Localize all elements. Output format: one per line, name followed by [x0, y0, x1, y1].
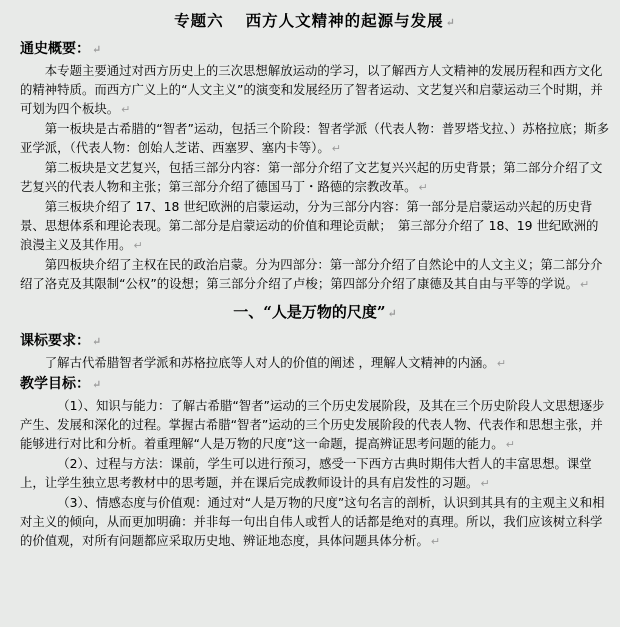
- overview-paragraph: [20, 158, 610, 197]
- return-mark-icon: ↵: [331, 142, 341, 155]
- paragraph-text: 第四板块介绍了主权在民的政治启蒙。分为四部分：第一部分介绍了自然论中的人文主义；第二部分介绍了洛克及其限制“公权”的设想；第三部分介绍了卢梭；第四部分介绍了康德及其自由与平等的学说。: [20, 257, 603, 291]
- section-title-text: 一、“人是万物的尺度”: [233, 303, 386, 321]
- return-mark-icon: ↵: [496, 357, 507, 370]
- curriculum-heading: [20, 330, 610, 353]
- return-mark-icon: ↵: [121, 103, 131, 116]
- overview-heading: [20, 38, 610, 61]
- goals-heading-text: 教学目标：: [20, 376, 90, 392]
- return-mark-icon: ↵: [445, 16, 456, 29]
- return-mark-icon: ↵: [430, 535, 441, 548]
- curriculum-text: [20, 353, 610, 373]
- paragraph-text: （2）、过程与方法：课前，学生可以进行预习，感受一下西方古典时期伟大哲人的丰富思想。课堂上，让学生独立思考教材中的思考题，并在课后完成教师设计的具有启发性的习题。: [20, 456, 592, 490]
- goal-item: [20, 493, 610, 551]
- paragraph-text: （1）、知识与能力：了解古希腊“智者”运动的三个历史发展阶段，及其在三个历史阶段人文思想逐步产生、发展和深化的过程。掌握古希腊“智者”运动的三个历史发展阶段的代表人物、代表作和思想主张，并能够进行对比和分析。着重理解“人是万物的尺度”这一命题，提高辨证思考问题的能力。: [20, 398, 605, 451]
- overview-paragraph: [20, 61, 610, 119]
- title-topic-name: 西方人文精神的起源与发展: [245, 11, 444, 30]
- paragraph-text: 了解古代希腊智者学派和苏格拉底等人对人的价值的阐述 ，理解人文精神的内涵。: [44, 355, 495, 370]
- section-title: [20, 300, 610, 326]
- overview-paragraph: [20, 197, 610, 255]
- return-mark-icon: ↵: [92, 43, 102, 56]
- goals-heading: [20, 373, 610, 396]
- paragraph-text: （3）、情感态度与价值观：通过对“人是万物的尺度”这句名言的剖析，认识到其具有的主观主义和相对主义的倾向，从而更加明确：并非每一句出自伟人或哲人的话都是绝对的真理。所以，我们应该树立科学的价值观，对所有问题都应采取历史地、辨证地态度，具体问题具体分析。: [20, 495, 605, 548]
- paragraph-text: 第三板块介绍了 17、18 世纪欧洲的启蒙运动，分为三部分内容：第一部分是启蒙运动兴起的历史背景、思想体系和理论表现。第二部分是启蒙运动的价值和理论贡献； 第三部分介绍了 18、19 世纪欧洲的浪漫主义及其作用。: [20, 199, 599, 252]
- return-mark-icon: ↵: [387, 307, 397, 320]
- overview-paragraph: [20, 119, 610, 158]
- title-topic-number: 专题六: [174, 11, 224, 30]
- paragraph-text: 第二板块是文艺复兴，包括三部分内容：第一部分介绍了文艺复兴兴起的历史背景；第二部分介绍了文艺复兴的代表人物和主张；第三部分介绍了德国马丁・路德的宗教改革。: [20, 160, 603, 194]
- paragraph-text: 第一板块是古希腊的“智者”运动，包括三个阶段：智者学派（代表人物：普罗塔戈拉、）苏格拉底；斯多亚学派，（代表人物：创始人芝诺、西塞罗、塞内卡等）。: [20, 121, 610, 155]
- curriculum-heading-text: 课标要求：: [20, 333, 90, 349]
- return-mark-icon: ↵: [505, 438, 515, 451]
- return-mark-icon: ↵: [133, 239, 143, 252]
- overview-heading-text: 通史概要：: [20, 41, 90, 57]
- return-mark-icon: ↵: [418, 181, 428, 194]
- return-mark-icon: ↵: [480, 477, 490, 490]
- goal-item: [20, 396, 610, 454]
- document-title: [20, 8, 610, 36]
- return-mark-icon: ↵: [580, 278, 590, 291]
- overview-paragraph: [20, 255, 610, 294]
- goal-item: [20, 454, 610, 493]
- return-mark-icon: ↵: [92, 378, 102, 391]
- return-mark-icon: ↵: [92, 335, 102, 348]
- paragraph-text: 本专题主要通过对西方历史上的三次思想解放运动的学习，以了解西方人文精神的发展历程和西方文化的精神特质。而西方广义上的“人文主义”的演变和发展经历了智者运动、文艺复兴和启蒙运动三个时期，并可划为四个板块。: [20, 63, 603, 116]
